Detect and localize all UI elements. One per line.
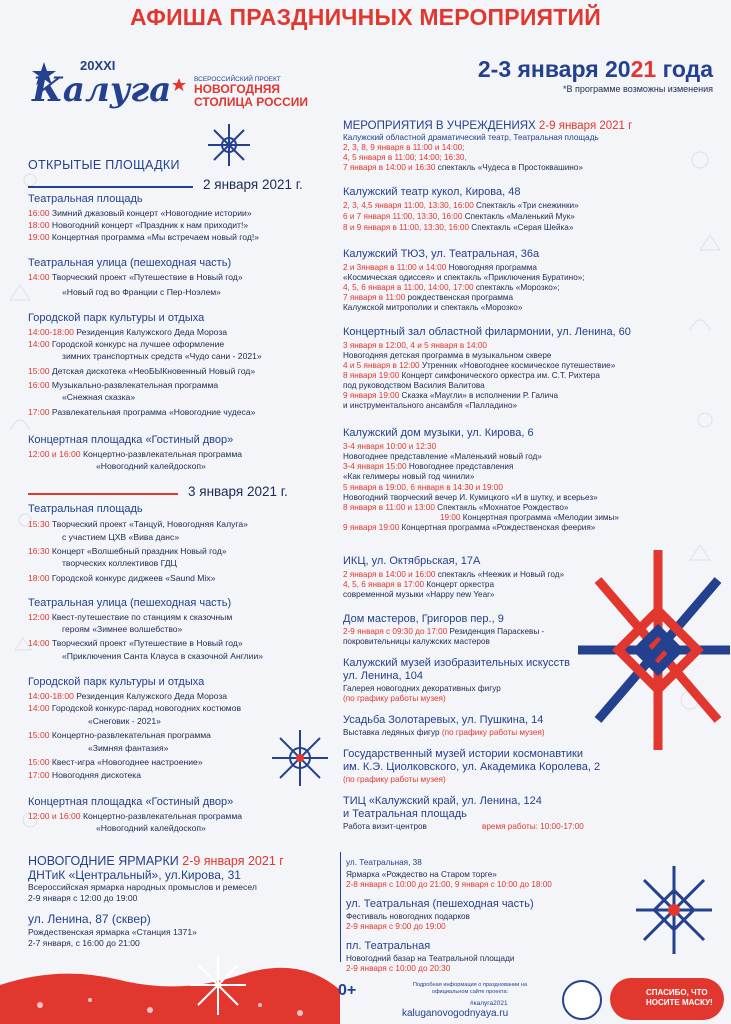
list-item: «Новый год во Франции с Пер-Ноэлем»: [62, 287, 221, 297]
list-item: «Космическая одиссея» и спектакль «Приключения Буратино»;: [343, 273, 585, 282]
venue-tyuz: Калужский ТЮЗ, ул. Театральная, 36а: [343, 248, 540, 260]
list-item: «Снеговик - 2021»: [88, 716, 161, 726]
list-item: 2-9 января с 12:00 до 19:00: [28, 893, 138, 903]
mask-icon: [562, 980, 602, 1020]
venue-park-day1: Городской парк культуры и отдыха: [28, 312, 205, 324]
project-line-2: СТОЛИЦА РОССИИ: [194, 95, 309, 109]
list-item: Фестиваль новогодних подарков: [346, 912, 470, 921]
list-item: «Новогодний калейдоскоп»: [96, 823, 206, 833]
list-item: 14:00 Городской конкурс на лучшее оформление: [28, 339, 225, 349]
list-item: 5 января в 19:00, 6 января в 14:30 и 19:00: [343, 483, 503, 492]
footer-hashtag: #калуга2021: [470, 1000, 508, 1007]
venue-art-museum-address: ул. Ленина, 104: [343, 670, 424, 682]
list-item: 17:00 Развлекательная программа «Новогодние чудеса»: [28, 407, 256, 417]
list-item: Галерея новогодних декоративных фигур: [343, 684, 501, 693]
list-item: 9 января 19:00 Концертная программа «Рождественская феерия»: [343, 523, 596, 532]
list-item: 4, 5 января в 11:00; 14:00; 16:30,: [343, 153, 467, 162]
venue-dntik: ДНТиК «Центральный», ул.Кирова, 31: [28, 868, 241, 882]
venue-teatr-square-fair: пл. Театральная: [346, 940, 431, 952]
list-item: 2-7 января, с 16:00 до 21:00: [28, 938, 140, 948]
project-small: ВСЕРОССИЙСКИЙ ПРОЕКТ: [194, 76, 281, 83]
kaluga-logo: [20, 58, 190, 128]
page-title: АФИША ПРАЗДНИЧНЫХ МЕРОПРИЯТИЙ: [130, 4, 601, 30]
list-item: 16:30 Концерт «Волшебный праздник Новый год»: [28, 546, 227, 556]
bottom-ornament: [0, 955, 340, 1024]
list-item: 2 января в 14:00 и 16:00 спектакль «Неежик и Новый год»: [343, 570, 565, 579]
list-item: 16:00 Музыкально-развлекательная программа: [28, 380, 219, 390]
list-item: 18:00 Городской конкурс диджеев «Saund Mix»: [28, 573, 216, 583]
logo-year: 20XXI: [80, 58, 116, 73]
list-item: 4, 5, 6 января в 11:00, 14:00, 17:00 спектакль «Морозко»;: [343, 283, 560, 292]
venue-philharmonic: Концертный зал областной филармонии, ул. Ленина, 60: [343, 326, 631, 338]
list-item: 19:00 Концертная программа «Мы встречаем новый год!»: [28, 232, 260, 242]
mask-badge: СПАСИБО, ЧТО НОСИТЕ МАСКУ!: [610, 978, 724, 1020]
list-item: 17:00 Новогодняя дискотека: [28, 770, 142, 780]
venue-teatr-street-day2: Театральная улица (пешеходная часть): [28, 597, 232, 609]
venue-puppet-theatre: Калужский театр кукол, Кирова, 48: [343, 186, 521, 198]
list-item: 8 января в 11:00 и 13:00 Спектакль «Мохнатое Рождество»: [343, 503, 569, 512]
list-item: Рождественская ярмарка «Станция 1371»: [28, 927, 197, 937]
list-item: 2, 3, 8, 9 января в 11:00 и 14:00;: [343, 143, 465, 152]
list-item: 12:00 Квест-путешествие по станциям к сказочным: [28, 612, 233, 622]
list-item: «Зимняя фантазия»: [88, 743, 169, 753]
venue-tic: ТИЦ «Калужский край, ул. Ленина, 124: [343, 795, 542, 807]
list-item: 2-9 января с 10:00 до 20:30: [346, 964, 451, 973]
list-item: 3-4 января 10:00 и 12:30: [343, 442, 437, 451]
divider: [28, 186, 193, 188]
day1-heading: 2 января 2021 г.: [203, 177, 303, 192]
snowflake-icon: [632, 862, 716, 958]
list-item: «Приключения Санта Клауса в сказочной Англии»: [62, 651, 264, 661]
list-item: 12:00 и 16:00 Концертно-развлекательная программа: [28, 449, 243, 459]
list-item: 15:00 Детская дискотека «НеоБЫКновенный Новый год»: [28, 366, 256, 376]
list-item: 2-9 января с 09:30 до 17:00 Резиденция Параскевы -: [343, 627, 545, 636]
venue-park-day2: Городской парк культуры и отдыха: [28, 676, 205, 688]
venue-drama-theatre: Калужский областной драматический театр, Театральная площадь: [343, 133, 599, 142]
divider: [340, 852, 341, 962]
list-item: творческих коллективов ГДЦ: [62, 558, 177, 568]
list-item: Калужской митрополии и спектакль «Морозко»: [343, 303, 523, 312]
list-item: 18:00 Новогодний концерт «Праздник к нам приходит!»: [28, 220, 249, 230]
event-dates: [478, 56, 713, 83]
list-item: (по графику работы музея): [343, 775, 446, 784]
list-item: Новогодний творческий вечер И. Кумицкого «И в шутку, и всерьез»: [343, 493, 598, 502]
list-item: с участием ЦХВ «Вива данс»: [62, 532, 180, 542]
list-item: под руководством Василия Валитова: [343, 381, 485, 390]
list-item: Выставка ледяных фигур (по графику работы музея): [343, 728, 545, 737]
list-item: 15:30 Творческий проект «Танцуй, Новогодняя Калуга»: [28, 519, 248, 529]
list-item: 3-4 января 15:00 Новогоднее представления: [343, 462, 514, 471]
project-website-link[interactable]: kaluganovogodnyaya.ru: [402, 1008, 509, 1019]
list-item: 14:00 Творческий проект «Путешествие в Новый год»: [28, 272, 243, 282]
list-item: «Как гелимеры новый год чинили»: [343, 472, 475, 481]
changes-note: *В программе возможны изменения: [562, 84, 713, 94]
list-item: 7 января в 11:00 рождественская программа: [343, 293, 514, 302]
list-item: и инструментального ансамбля «Палладино»: [343, 401, 518, 410]
divider: [28, 493, 178, 495]
age-rating: 0+: [338, 982, 357, 999]
dates-part-a: 2-3 января 20: [477, 56, 631, 82]
project-title: [194, 76, 344, 109]
list-item: 14:00 Творческий проект «Путешествие в Новый год»: [28, 638, 243, 648]
venue-ikc: ИКЦ, ул. Октябрьская, 17А: [343, 555, 481, 567]
project-line-1: НОВОГОДНЯЯ: [194, 82, 280, 96]
list-item: 14:00 Городской конкурс-парад новогодних костюмов: [28, 703, 242, 713]
list-item: Работа визит-центров: [343, 822, 427, 831]
institutions-heading: МЕРОПРИЯТИЯ В УЧРЕЖДЕНИЯХ 2-9 января 2021 г: [343, 120, 633, 132]
venue-zolotarev: Усадьба Золотаревых, ул. Пушкина, 14: [343, 714, 544, 726]
list-item: героям «Зимнее волшебство»: [62, 624, 183, 634]
snowflake-icon: [268, 726, 332, 790]
list-item: 3 января в 12:00, 4 и 5 января в 14:00: [343, 341, 487, 350]
venue-teatr-pedestrian: ул. Театральная (пешеходная часть): [346, 898, 534, 910]
venue-masters-house: Дом мастеров, Григоров пер., 9: [343, 613, 504, 625]
list-item: 6 и 7 января 11:00, 13:30, 16:00 Спектакль «Маленький Мук»: [343, 212, 575, 221]
list-item: покровительницы калужских мастеров: [343, 637, 490, 646]
venue-teatr-street-day1: Театральная улица (пешеходная часть): [28, 257, 232, 269]
list-item: 14:00-18:00 Резиденция Калужского Деда Мороза: [28, 327, 228, 337]
day2-heading: 3 января 2021 г.: [188, 484, 288, 499]
venue-gostiny-day2: Концертная площадка «Гостиный двор»: [28, 796, 234, 808]
logo-name: Калуга: [32, 70, 172, 110]
fairs-heading: НОВОГОДНИЕ ЯРМАРКИ 2-9 января 2021 г: [28, 854, 284, 868]
list-item: 16:00 Зимний джазовый концерт «Новогодние истории»: [28, 208, 252, 218]
venue-cosmonautics-museum: Государственный музей истории космонавтики: [343, 748, 583, 760]
list-item: 19:00 Концертная программа «Мелодии зимы»: [440, 513, 619, 522]
venue-music-house: Калужский дом музыки, ул. Кирова, 6: [343, 427, 534, 439]
venue-lenina-87: ул. Ленина, 87 (сквер): [28, 912, 151, 926]
list-item: 4, 5, 6 января в 17:00 Концерт оркестра: [343, 580, 495, 589]
list-item: 9 января 19:00 Сказка «Маугли» в исполнении Р. Галича: [343, 391, 559, 400]
venue-tic-2: и Театральная площадь: [343, 808, 467, 820]
list-item: (по графику работы музея): [343, 694, 446, 703]
list-item: 2-9 января с 9:00 до 19:00: [346, 922, 446, 931]
list-item: время работы: 10:00-17:00: [482, 822, 584, 831]
list-item: 8 и 9 января в 11:00, 13:30, 16:00 Спектакль «Серая Шейка»: [343, 223, 574, 232]
list-item: Новогодний базар на Театральной площади: [346, 954, 515, 963]
venue-teatr-square-day2: Театральная площадь: [28, 503, 143, 515]
list-item: «Новогодний калейдоскоп»: [96, 461, 206, 471]
footer-info: Подробная информация о праздновании на официальном сайте проекта:: [412, 982, 528, 995]
venue-teatr-38: ул. Театральная, 38: [346, 858, 422, 867]
venue-cosmonautics-address: им. К.Э. Циолковского, ул. Академика Королева, 2: [343, 761, 601, 773]
open-areas-heading: ОТКРЫТЫЕ ПЛОЩАДКИ: [28, 158, 180, 172]
list-item: 7 января в 14:00 и 16:30 спектакль «Чудеса в Простоквашино»: [343, 163, 583, 172]
list-item: Ярмарка «Рождество на Старом торге»: [346, 870, 497, 879]
list-item: 2, 3, 4,5 января 11:00, 13:30, 16:00 Спектакль «Три снежинки»: [343, 201, 579, 210]
list-item: современной музыки «Happy new Year»: [343, 590, 495, 599]
list-item: Новогоднее представление «Маленький новый год»: [343, 452, 542, 461]
list-item: 14:00-18:00 Резиденция Калужского Деда Мороза: [28, 691, 228, 701]
venue-gostiny-day1: Концертная площадка «Гостиный двор»: [28, 434, 234, 446]
list-item: «Снежная сказка»: [62, 392, 136, 402]
list-item: 15:00 Квест-игра «Новогоднее настроение»: [28, 757, 203, 767]
list-item: 4 и 5 января в 12:00 Утренник «Новогоднее космическое путешествие»: [343, 361, 616, 370]
venue-teatr-square-day1: Театральная площадь: [28, 193, 143, 205]
list-item: Новогодняя детская программа в музыкальном сквере: [343, 351, 552, 360]
list-item: 2-8 января с 10:00 до 21:00, 9 января с 10:00 до 18:00: [346, 880, 552, 889]
large-snowflake-icon: [568, 530, 730, 770]
venue-art-museum: Калужский музей изобразительных искусств: [343, 657, 570, 669]
list-item: 12:00 и 16:00 Концертно-развлекательная программа: [28, 811, 243, 821]
snowflake-icon: [206, 122, 252, 168]
list-item: 2 и 3января в 11:00 и 14:00 Новогодняя программа: [343, 263, 537, 272]
list-item: зимних транспортных средств «Чудо сани - 2021»: [62, 351, 262, 361]
dates-part-c: года: [656, 56, 713, 82]
dates-part-b: 21: [630, 56, 657, 82]
list-item: 8 января 19:00 Концерт симфонического оркестра им. С.Т. Рихтера: [343, 371, 600, 380]
red-star-icon: [172, 78, 186, 92]
list-item: 15:00 Концертно-развлекательная программа: [28, 730, 211, 740]
list-item: Всероссийская ярмарка народных промыслов и ремесел: [28, 882, 257, 892]
